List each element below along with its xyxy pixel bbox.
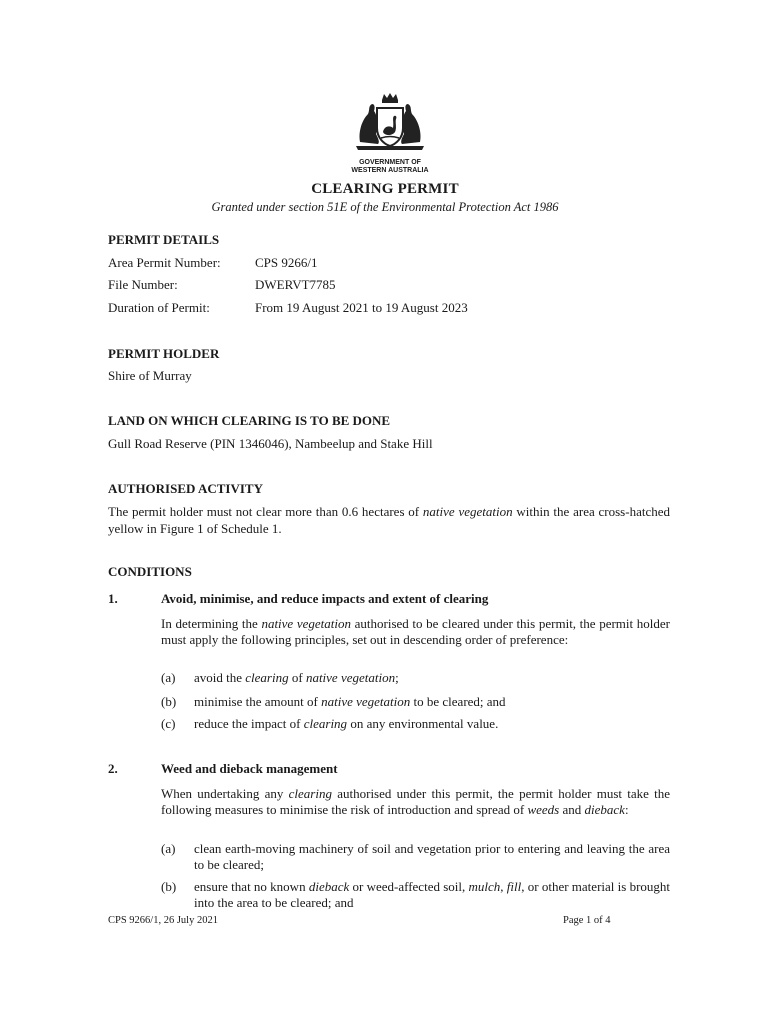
condition-2-number: 2. — [108, 761, 118, 776]
file-number-value: DWERVT7785 — [255, 277, 336, 292]
permit-holder-heading: PERMIT HOLDER — [108, 346, 220, 361]
permit-holder-value: Shire of Murray — [108, 368, 192, 383]
coat-of-arms-icon — [348, 92, 432, 152]
crest-caption-line1: GOVERNMENT OF — [359, 159, 421, 166]
government-crest — [348, 92, 432, 174]
area-permit-label: Area Permit Number: — [108, 255, 221, 270]
condition-1-item-c: (c) reduce the impact of clearing on any environmental value. — [161, 716, 499, 731]
condition-2-intro: When undertaking any clearing authorised under this permit, the permit holder must take the following measures to minimise the risk of introduction and spread of weeds and dieback: — [161, 786, 671, 817]
activity-heading: AUTHORISED ACTIVITY — [108, 481, 263, 496]
conditions-heading: CONDITIONS — [108, 564, 192, 579]
footer-page-number: Page 1 of 4 — [563, 915, 611, 926]
crest-caption-line2: WESTERN AUSTRALIA — [351, 167, 429, 174]
condition-2-item-b: (b) ensure that no known dieback or weed-affected soil, mulch, fill, or other material is brought into the area to be cleared; and — [161, 879, 671, 910]
land-heading: LAND ON WHICH CLEARING IS TO BE DONE — [108, 413, 391, 428]
duration-value: From 19 August 2021 to 19 August 2023 — [255, 300, 468, 315]
condition-2-item-a: (a) clean earth-moving machinery of soil and vegetation prior to entering and leaving the area to be cleared; — [161, 841, 670, 872]
duration-label: Duration of Permit: — [108, 300, 210, 315]
permit-details-heading: PERMIT DETAILS — [108, 232, 220, 247]
file-number-label: File Number: — [108, 277, 178, 292]
footer-reference: CPS 9266/1, 26 July 2021 — [108, 915, 218, 926]
area-permit-value: CPS 9266/1 — [255, 255, 318, 270]
document-title: CLEARING PERMIT — [311, 181, 459, 197]
condition-1-item-a: (a) avoid the clearing of native vegetation; — [161, 670, 399, 685]
condition-1-number: 1. — [108, 591, 118, 606]
condition-1-item-b: (b) minimise the amount of native vegetation to be cleared; and — [161, 694, 506, 709]
condition-1-intro: In determining the native vegetation authorised to be cleared under this permit, the permit holder must apply the following principles, set out in descending order of preference: — [161, 616, 670, 647]
condition-1-title: Avoid, minimise, and reduce impacts and extent of clearing — [161, 591, 489, 606]
land-value: Gull Road Reserve (PIN 1346046), Nambeelup and Stake Hill — [108, 436, 433, 451]
activity-text: The permit holder must not clear more than 0.6 hectares of native vegetation within the area cross-hatched yellow in Figure 1 of Schedule 1. — [108, 504, 670, 536]
condition-2-title: Weed and dieback management — [161, 761, 338, 776]
document-subtitle: Granted under section 51E of the Environmental Protection Act 1986 — [211, 200, 559, 214]
